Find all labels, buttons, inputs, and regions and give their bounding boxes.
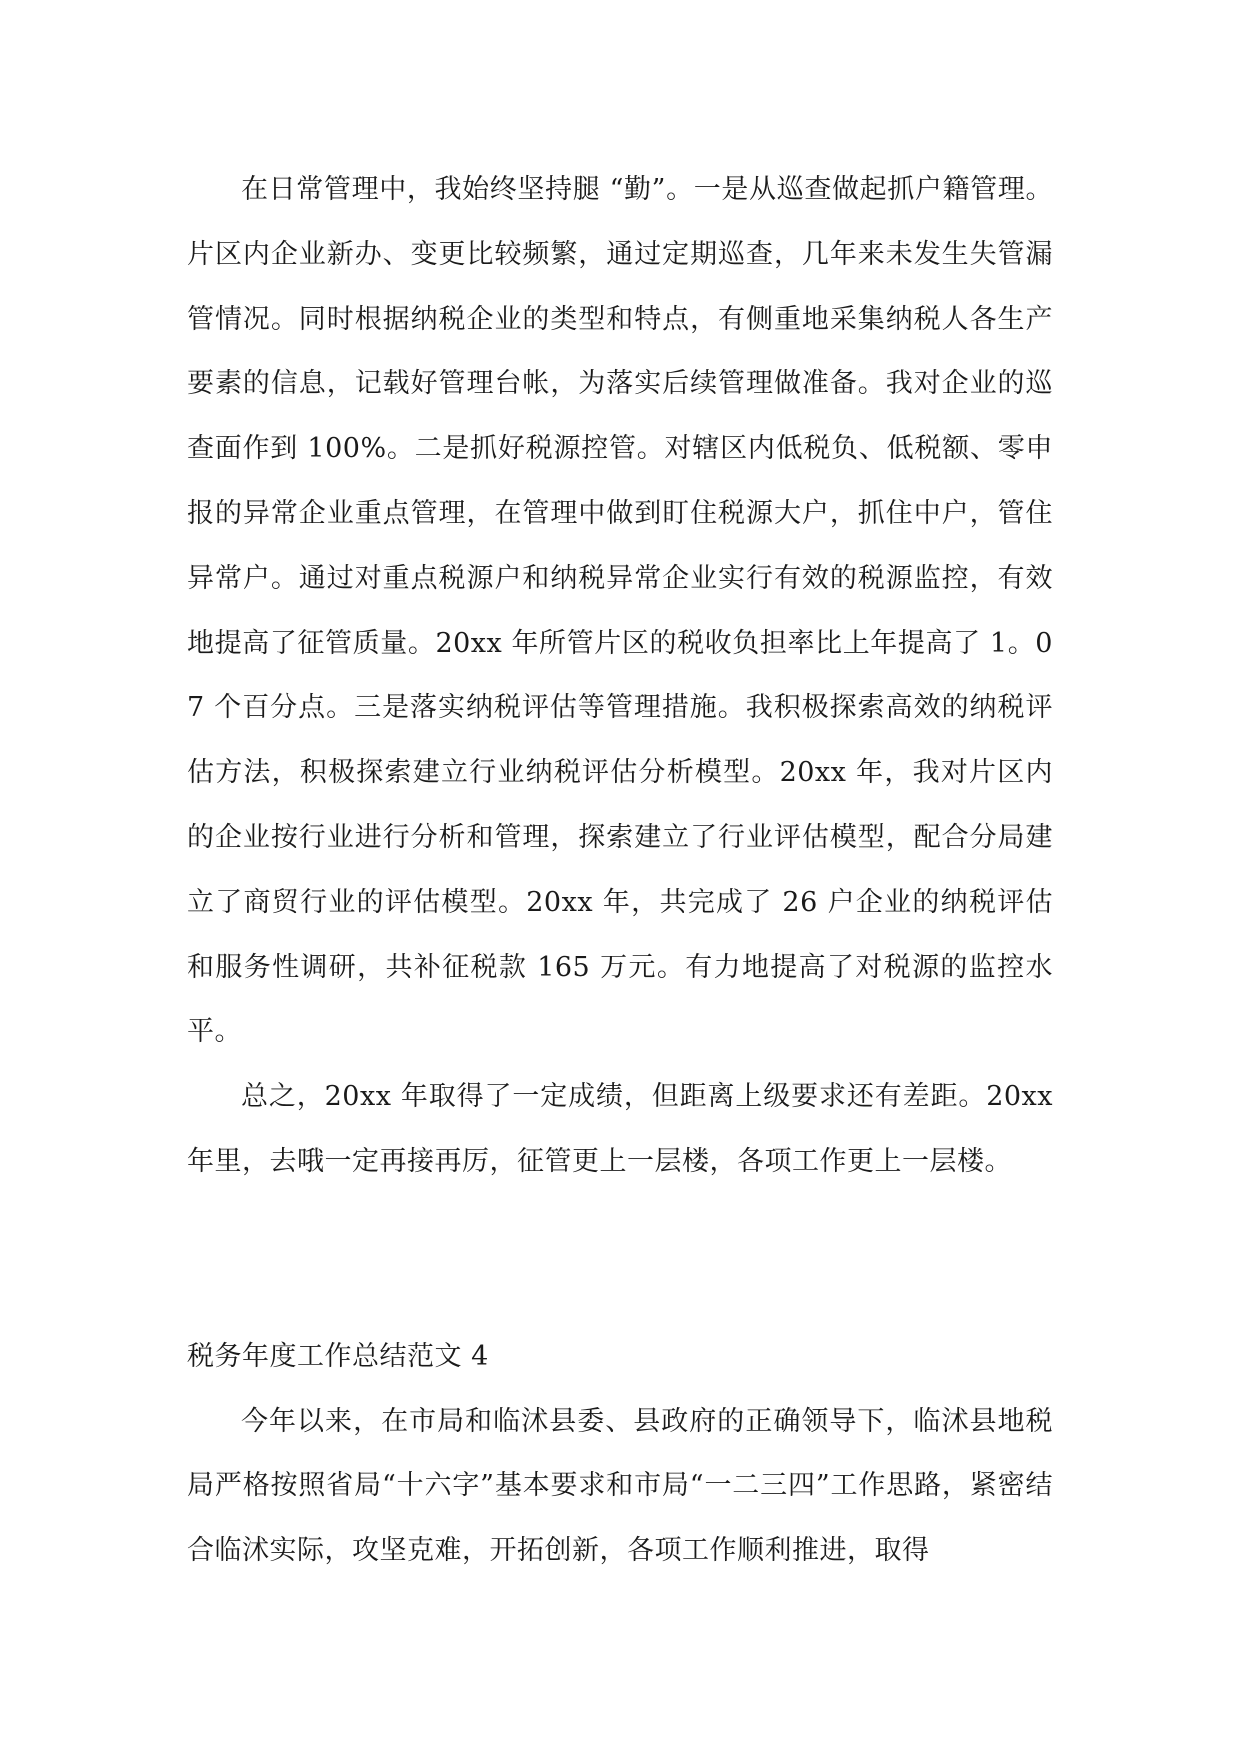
paragraph-daily-management: 在日常管理中，我始终坚持腿 “勤”。一是从巡查做起抓户籍管理。片区内企业新办、变更比较频繁，通过定期巡查，几年来未发生失管漏管情况。同时根据纳税企业的类型和特点，有侧重地采集纳税人各生产要素的信息，记载好管理台帐，为落实后续管理做准备。我对企业的巡查面作到 100%。二是抓好税源控管。对辖区内低税负、低税额、零申报的异常企业重点管理，在管理中做到盯住税源大户，抓住中户，管住异常户。通过对重点税源户和纳税异常企业实行有效的税源监控，有效地提高了征管质量。20xx 年所管片区的税收负担率比上年提高了 1。07 个百分点。三是落实纳税评估等管理措施。我积极探索高效的纳税评估方法，积极探索建立行业纳税评估分析模型。20xx 年，我对片区内的企业按行业进行分析和管理，探索建立了行业评估模型，配合分局建立了商贸行业的评估模型。20xx 年，共完成了 26 户企业的纳税评估和服务性调研，共补征税款 165 万元。有力地提高了对税源的监控水平。 xyxy=(187,174,1053,1048)
section-title: 税务年度工作总结范文 4 xyxy=(187,1340,489,1372)
paragraph-conclusion: 总之，20xx 年取得了一定成绩，但距离上级要求还有差距。20xx 年里，去哦一定再接再厉，征管更上一层楼，各项工作更上一层楼。 xyxy=(187,1081,1053,1177)
paragraph-intro-section-4: 今年以来，在市局和临沭县委、县政府的正确领导下，临沭县地税局严格按照省局“十六字”基本要求和市局“一二三四”工作思路，紧密结合临沭实际，攻坚克难，开拓创新，各项工作顺利推进，取得 xyxy=(187,1405,1053,1567)
document-body xyxy=(187,158,1053,1584)
section-spacer xyxy=(187,1195,1053,1325)
